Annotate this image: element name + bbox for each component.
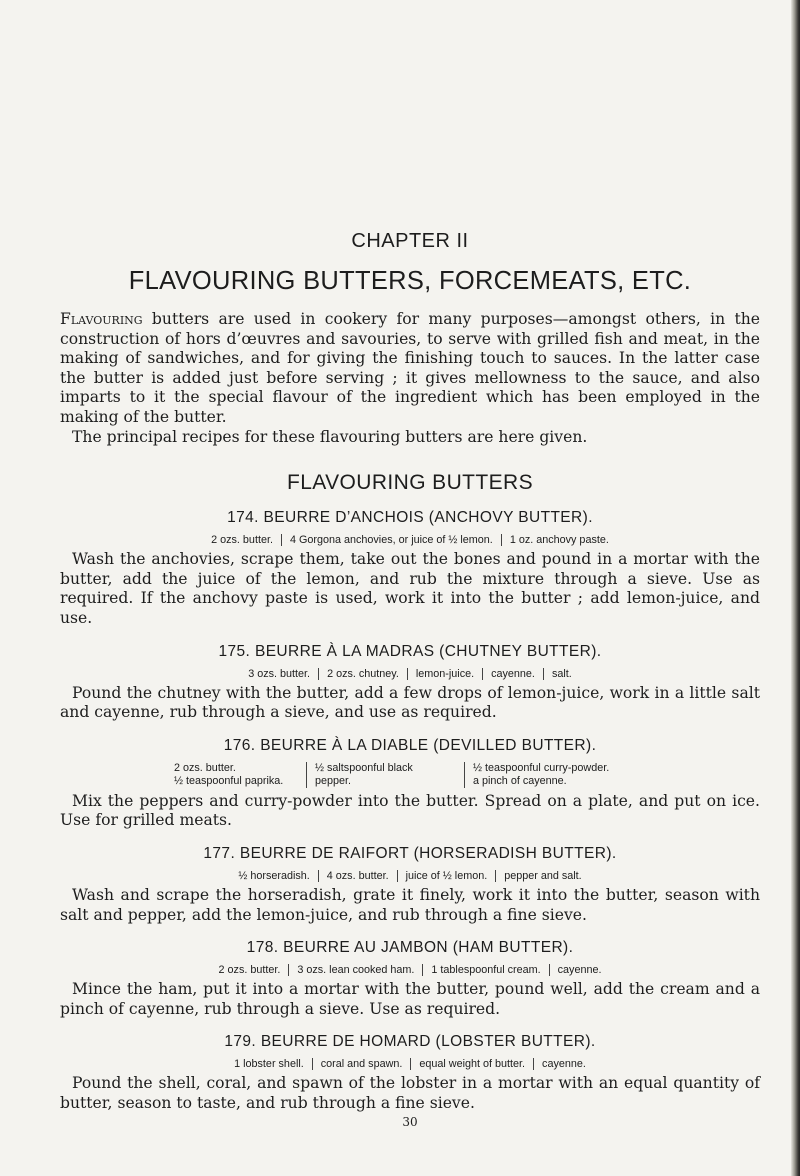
ingredient: 2 ozs. butter. bbox=[218, 964, 281, 977]
section-title: FLAVOURING BUTTERS bbox=[286, 471, 533, 495]
recipe-method: Wash the anchovies, scrape them, take out the bones and pound in a mortar with the butter, add the juice of the lemon, and rub the mixture through a sieve. Use as required. If the anchovy paste is used, work it into the butter ; add lemon-juice, and use. bbox=[60, 550, 760, 627]
page-edge-shadow bbox=[791, 0, 800, 1176]
ingredient: pepper. bbox=[306, 775, 464, 788]
ingredient: lemon-juice. bbox=[407, 668, 482, 680]
ingredient: 2 ozs. butter. bbox=[174, 761, 236, 774]
intro-second-paragraph: The principal recipes for these flavouring butters are here given. bbox=[72, 427, 588, 446]
intro-lead-word: Flavouring bbox=[60, 310, 143, 328]
recipe-title: 179. BEURRE DE HOMARD (LOBSTER BUTTER). bbox=[224, 1033, 596, 1051]
recipe-method: Pound the chutney with the butter, add a few drops of lemon-juice, work in a little salt and cayenne, rub through a sieve, and use as required. bbox=[60, 683, 760, 722]
chapter-title: FLAVOURING BUTTERS, FORCEMEATS, ETC. bbox=[128, 267, 692, 295]
ingredient-list bbox=[60, 870, 760, 882]
ingredient: juice of ½ lemon. bbox=[397, 870, 496, 882]
ingredient-list bbox=[60, 762, 760, 788]
chapter-heading: CHAPTER II bbox=[351, 230, 469, 252]
book-page bbox=[60, 230, 760, 1129]
recipe-title: 178. BEURRE AU JAMBON (HAM BUTTER). bbox=[246, 939, 574, 957]
ingredient-list bbox=[60, 668, 760, 680]
recipe-method: Mince the ham, put it into a mortar with the butter, pound well, add the cream and a pinch of cayenne, rub through a sieve. Use as required. bbox=[60, 980, 760, 1018]
recipe-title: 177. BEURRE DE RAIFORT (HORSERADISH BUTTER). bbox=[203, 844, 617, 862]
ingredient: 3 ozs. butter. bbox=[248, 667, 311, 680]
ingredient: 2 ozs. butter. bbox=[211, 534, 273, 547]
recipe-method: Mix the peppers and curry-powder into the butter. Spread on a plate, and put on ice. Use for grilled meats. bbox=[60, 791, 760, 830]
ingredient: 2 ozs. chutney. bbox=[318, 668, 407, 680]
recipe-method: Wash and scrape the horseradish, grate it finely, work it into the butter, season with salt and pepper, add the lemon-juice, and rub through a fine sieve. bbox=[60, 885, 760, 924]
ingredient: coral and spawn. bbox=[312, 1058, 411, 1070]
recipe-method: Pound the shell, coral, and spawn of the lobster in a mortar with an equal quantity of butter, season to taste, and rub through a fine sieve. bbox=[60, 1074, 760, 1112]
ingredient: salt. bbox=[543, 668, 580, 680]
ingredient: cayenne. bbox=[533, 1058, 594, 1070]
ingredient: pepper and salt. bbox=[495, 870, 589, 882]
intro-paragraph bbox=[60, 310, 760, 428]
ingredient: 3 ozs. lean cooked ham. bbox=[288, 964, 422, 976]
ingredient-list bbox=[60, 1058, 760, 1070]
ingredient: cayenne. bbox=[549, 964, 610, 976]
ingredient: equal weight of butter. bbox=[410, 1058, 533, 1070]
ingredient: 1 oz. anchovy paste. bbox=[501, 534, 617, 546]
ingredient: ½ teaspoonful curry-powder. bbox=[464, 762, 654, 775]
intro-text: butters are used in cookery for many purposes—amongst others, in the construction of hors d’œuvres and savouries, to serve with grilled fish and meat, in the making of sandwiches, and for giving the finishing touch to sauces. In the latter case the butter is added just before serving ; it gives mellowness to the sauce, and also imparts to it the special flavour of the ingredient which has been employed in the making of the butter. bbox=[60, 310, 760, 426]
ingredient: ½ horseradish. bbox=[238, 869, 310, 882]
page-number: 30 bbox=[402, 1115, 418, 1130]
ingredient: ½ saltspoonful black bbox=[306, 762, 464, 775]
ingredient: a pinch of cayenne. bbox=[464, 775, 654, 788]
ingredient: 1 tablespoonful cream. bbox=[422, 964, 548, 976]
ingredient: ½ teaspoonful paprika. bbox=[174, 774, 284, 787]
recipe-title: 175. BEURRE À LA MADRAS (CHUTNEY BUTTER). bbox=[218, 642, 602, 660]
recipe-title: 174. BEURRE D’ANCHOIS (ANCHOVY BUTTER). bbox=[227, 509, 593, 527]
ingredient: 1 lobster shell. bbox=[234, 1058, 304, 1071]
ingredient-list bbox=[60, 964, 760, 976]
ingredient: 4 Gorgona anchovies, or juice of ½ lemon. bbox=[281, 534, 501, 546]
ingredient: cayenne. bbox=[482, 668, 543, 680]
recipe-title: 176. BEURRE À LA DIABLE (DEVILLED BUTTER). bbox=[223, 736, 597, 754]
ingredient-list bbox=[60, 534, 760, 546]
ingredient: 4 ozs. butter. bbox=[318, 870, 397, 882]
